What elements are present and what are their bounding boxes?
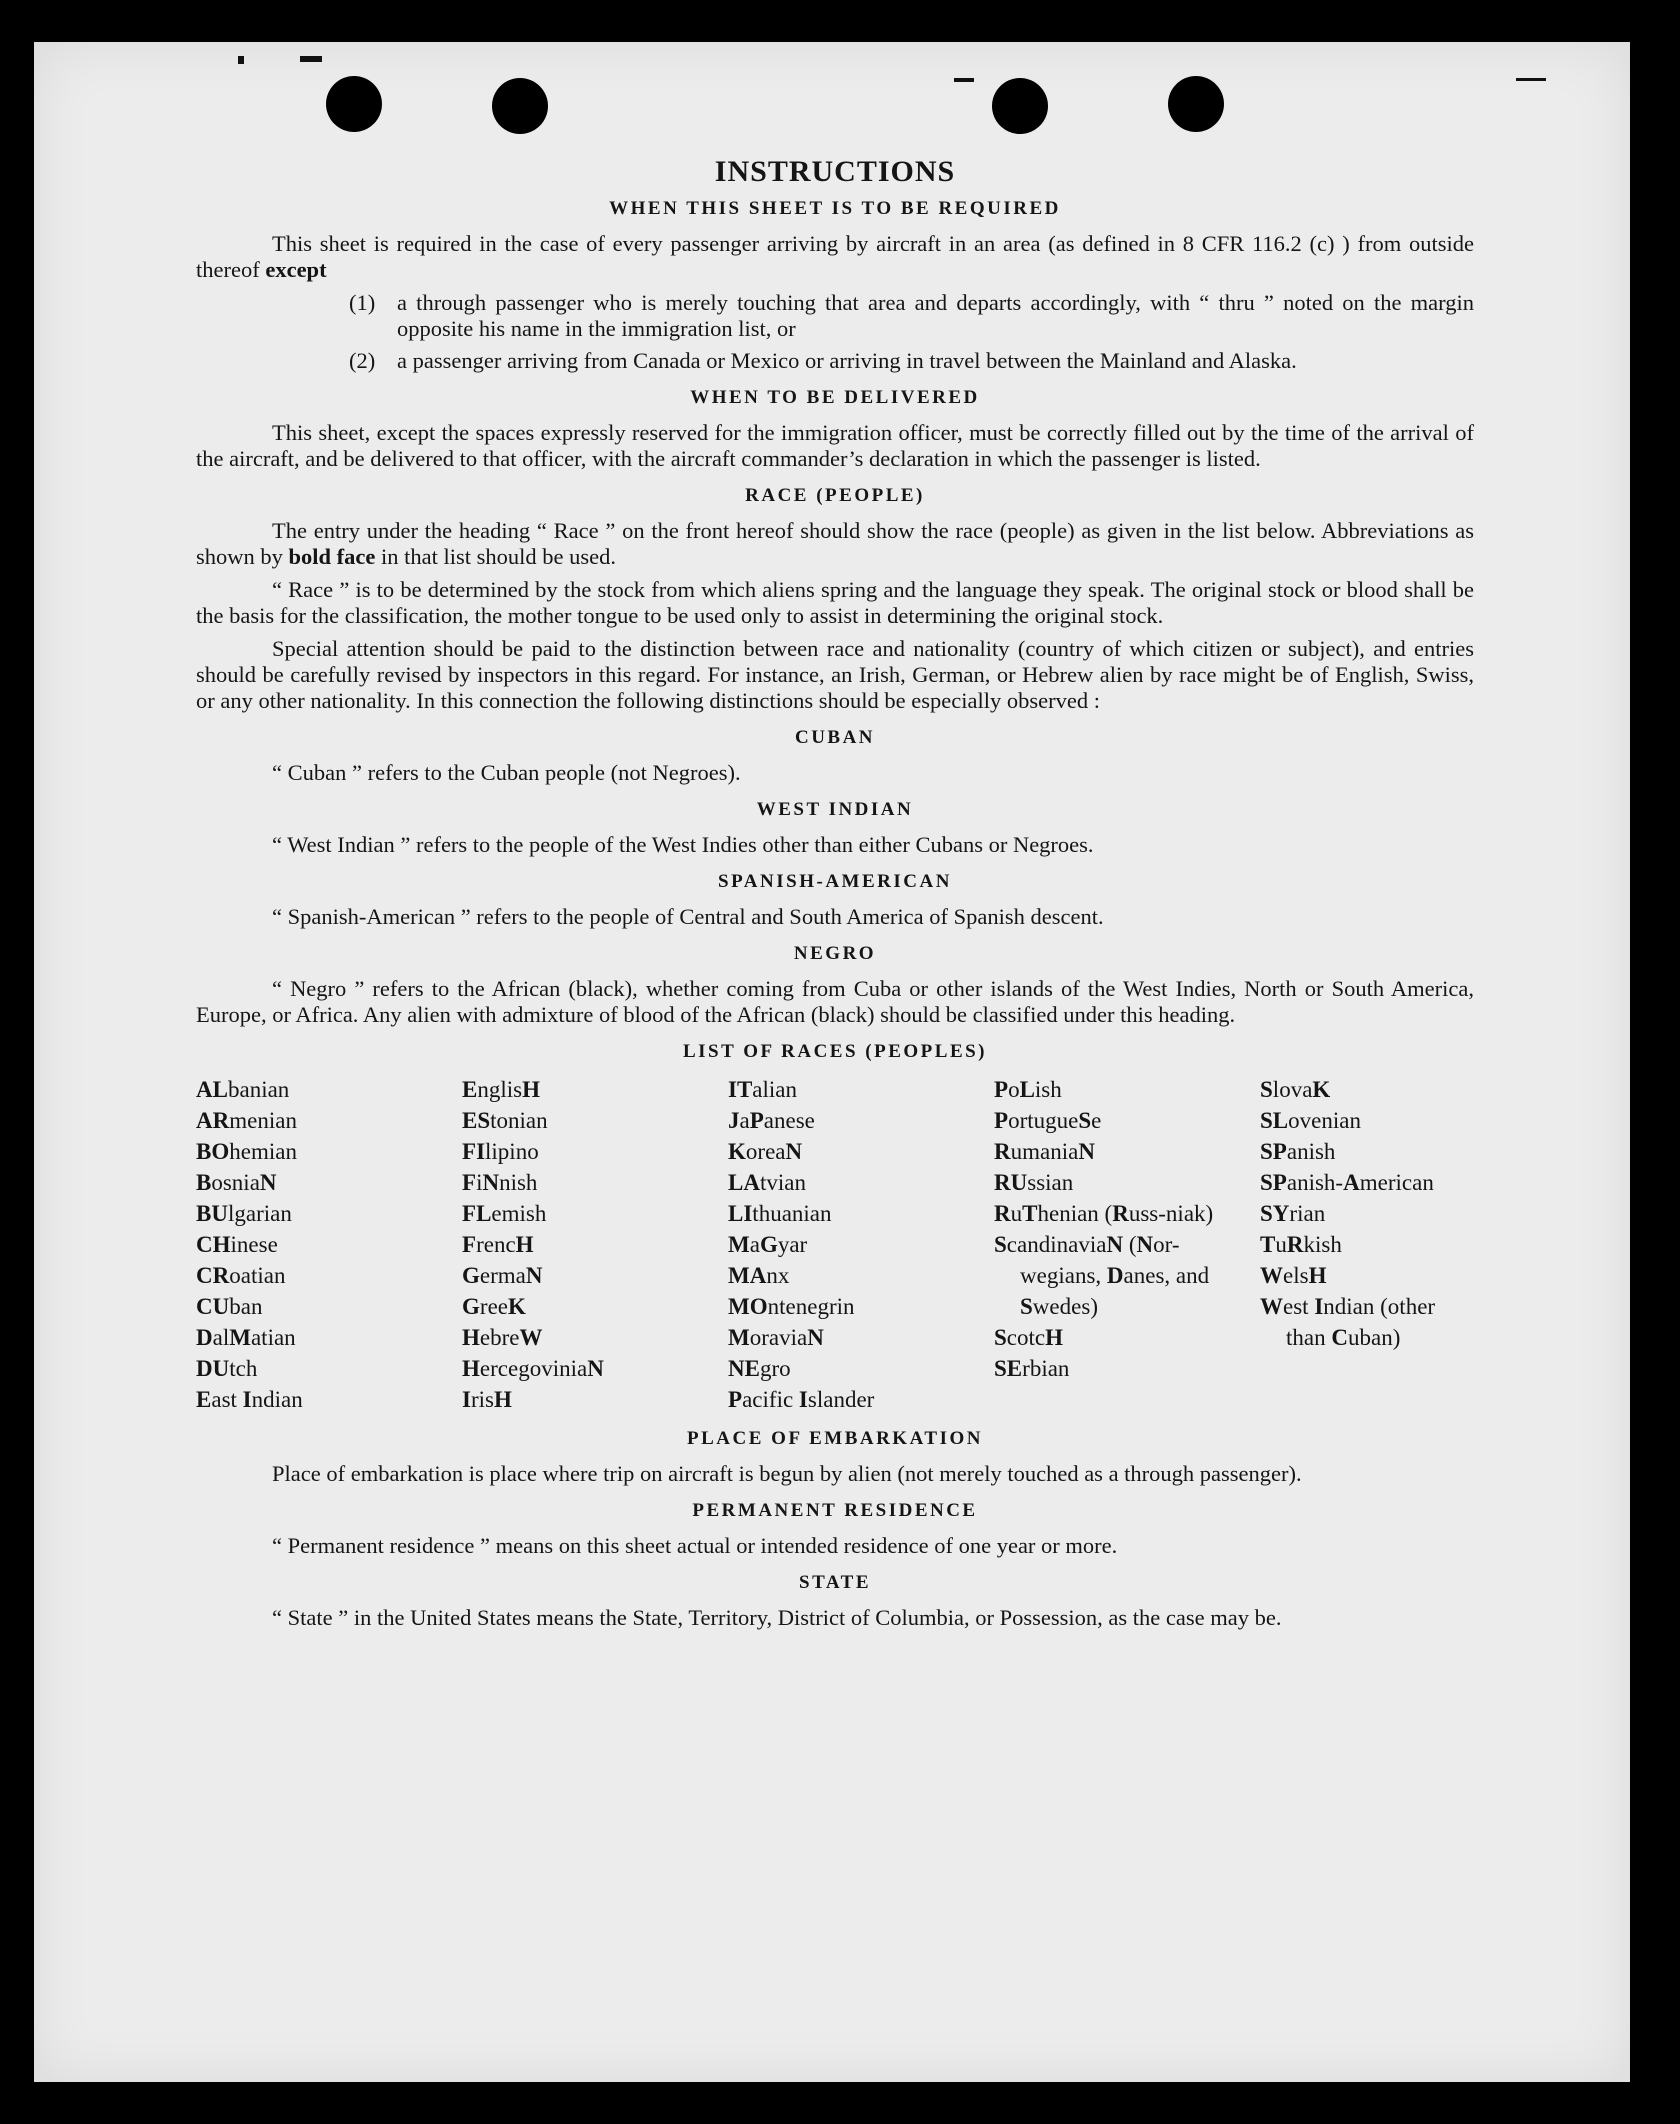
race-entry: LIthuanian [728, 1201, 832, 1226]
race-entry: East Indian [196, 1387, 303, 1412]
race-entry: CUban [196, 1294, 263, 1319]
required-intro: This sheet is required in the case of every passenger arriving by aircraft in an area (as defined in 8 CFR 116.2 (c) ) from outside thereof except [196, 231, 1474, 282]
race-entry: PortugueSe [994, 1108, 1102, 1133]
race-entry: HercegoviniaN [462, 1356, 604, 1381]
race-entry: DalMatian [196, 1325, 296, 1350]
section-heading-negro: NEGRO [793, 943, 877, 964]
negro-text: “ Negro ” refers to the African (black), whether coming from Cuba or other islands of the West Indies, North or South America, Europe, or Africa. Any alien with admixture of blood of the African (black) should be classified under this heading. [196, 976, 1474, 1027]
section-heading-embarkation: PLACE OF EMBARKATION [687, 1428, 983, 1449]
punch-hole [326, 76, 382, 132]
race-entry: EnglisH [462, 1077, 540, 1102]
race-entry: FIlipino [462, 1139, 539, 1164]
race-entry: SLovenian [1260, 1108, 1361, 1133]
race-entry: DUtch [196, 1356, 258, 1381]
race-entry: MOntenegrin [728, 1294, 855, 1319]
race-entry: ScotcH [994, 1325, 1064, 1350]
delivered-text: This sheet, except the spaces expressly reserved for the immigration officer, must be correctly filled out by the time of the arrival of the aircraft, and be delivered to that officer, with the aircraft commander’s declaration in which the passenger is listed. [196, 420, 1474, 471]
race-paragraph: Special attention should be paid to the distinction between race and nationality (country of which citizen or subject), and entries should be carefully revised by inspectors in this regard. For instance, an Irish, German, or Hebrew alien by race might be of English, Swiss, or any other nationality. In this connection the following distinctions should be especially observed : [196, 636, 1474, 713]
race-entry: West Indian (other than Cuban) [1260, 1294, 1436, 1350]
spanish-american-text: “ Spanish-American ” refers to the people of Central and South America of Spanish descent. [272, 904, 1104, 929]
race-entry: NEgro [728, 1356, 791, 1381]
race-entry: ALbanian [196, 1077, 290, 1102]
section-heading-spanish-american: SPANISH-AMERICAN [718, 871, 952, 892]
race-entry: WelsH [1260, 1263, 1327, 1288]
race-entry: SlovaK [1260, 1077, 1331, 1102]
races-column [728, 1074, 994, 1415]
race-entry: BOhemian [196, 1139, 297, 1164]
west-indian-text: “ West Indian ” refers to the people of the West Indies other than either Cubans or Negroes. [272, 832, 1094, 857]
punch-hole [492, 78, 548, 134]
races-column [1260, 1074, 1474, 1415]
cuban-text: “ Cuban ” refers to the Cuban people (not Negroes). [272, 760, 741, 785]
section-heading-required: WHEN THIS SHEET IS TO BE REQUIRED [609, 198, 1061, 219]
races-column [196, 1074, 462, 1415]
punch-mark [1516, 78, 1546, 81]
race-entry: ITalian [728, 1077, 798, 1102]
list-item: (2) a passenger arriving from Canada or Mexico or arriving in travel between the Mainland and Alaska. [349, 348, 1297, 373]
race-entry: CHinese [196, 1232, 278, 1257]
race-entry: GermaN [462, 1263, 543, 1288]
race-entry: FrencH [462, 1232, 534, 1257]
race-entry: TuRkish [1260, 1232, 1342, 1257]
race-entry: LAtvian [728, 1170, 806, 1195]
race-entry: RUssian [994, 1170, 1074, 1195]
races-column [462, 1074, 728, 1415]
punch-hole [1168, 76, 1224, 132]
race-entry: GreeK [462, 1294, 526, 1319]
race-entry: MoraviaN [728, 1325, 824, 1350]
section-heading-cuban: CUBAN [794, 727, 876, 748]
race-entry: HebreW [462, 1325, 543, 1350]
section-heading-west-indian: WEST INDIAN [756, 799, 914, 820]
race-entry: SPanish-American [1260, 1170, 1434, 1195]
punch-hole [992, 78, 1048, 134]
race-entry: MAnx [728, 1263, 790, 1288]
race-entry: Pacific Islander [728, 1387, 875, 1412]
race-entry: KoreaN [728, 1139, 803, 1164]
race-entry: FLemish [462, 1201, 547, 1226]
race-entry: RumaniaN [994, 1139, 1095, 1164]
section-heading-race: RACE (PEOPLE) [745, 485, 925, 506]
residence-text: “ Permanent residence ” means on this sheet actual or intended residence of one year or more. [272, 1533, 1118, 1558]
instructions-document [196, 155, 1474, 1638]
punch-mark [238, 56, 244, 64]
race-entry: ARmenian [196, 1108, 297, 1133]
race-entry: IrisH [462, 1387, 512, 1412]
race-entry: PoLish [994, 1077, 1062, 1102]
race-entry: MaGyar [728, 1232, 808, 1257]
race-entry: SErbian [994, 1356, 1070, 1381]
race-entry: EStonian [462, 1108, 548, 1133]
race-entry: ScandinaviaN (Nor-wegians, Danes, and Swedes) [994, 1232, 1210, 1319]
races-column [994, 1074, 1260, 1415]
section-heading-delivered: WHEN TO BE DELIVERED [690, 387, 980, 408]
race-entry: SYrian [1260, 1201, 1326, 1226]
race-entry: SPanish [1260, 1139, 1336, 1164]
state-text: “ State ” in the United States means the State, Territory, District of Columbia, or Possession, as the case may be. [272, 1605, 1282, 1630]
race-entry: BUlgarian [196, 1201, 292, 1226]
race-entry: JaPanese [728, 1108, 815, 1133]
page-title: INSTRUCTIONS [714, 155, 956, 188]
race-entry: CRoatian [196, 1263, 286, 1288]
race-entry: BosniaN [196, 1170, 277, 1195]
race-entry: RuThenian (Russ-niak) [994, 1201, 1214, 1226]
section-heading-list-of-races: LIST OF RACES (PEOPLES) [682, 1041, 988, 1062]
race-entry: FiNnish [462, 1170, 538, 1195]
list-item: (1) a through passenger who is merely touching that area and departs accordingly, with “ thru ” noted on the margin opposite his name in the immigration list, or [349, 290, 1474, 341]
race-paragraph: The entry under the heading “ Race ” on the front hereof should show the race (people) as given in the list below. Abbreviations as shown by bold face in that list should be used. [196, 518, 1474, 569]
section-heading-residence: PERMANENT RESIDENCE [692, 1500, 978, 1521]
race-paragraph: “ Race ” is to be determined by the stock from which aliens spring and the language they speak. The original stock or blood shall be the basis for the classification, the mother tongue to be used only to assist in determining the original stock. [196, 577, 1474, 628]
races-list [196, 1074, 1474, 1415]
section-heading-state: STATE [799, 1572, 871, 1593]
embarkation-text: Place of embarkation is place where trip on aircraft is begun by alien (not merely touched as a through passenger). [272, 1461, 1302, 1486]
punch-mark [954, 78, 974, 82]
punch-mark [300, 56, 322, 62]
